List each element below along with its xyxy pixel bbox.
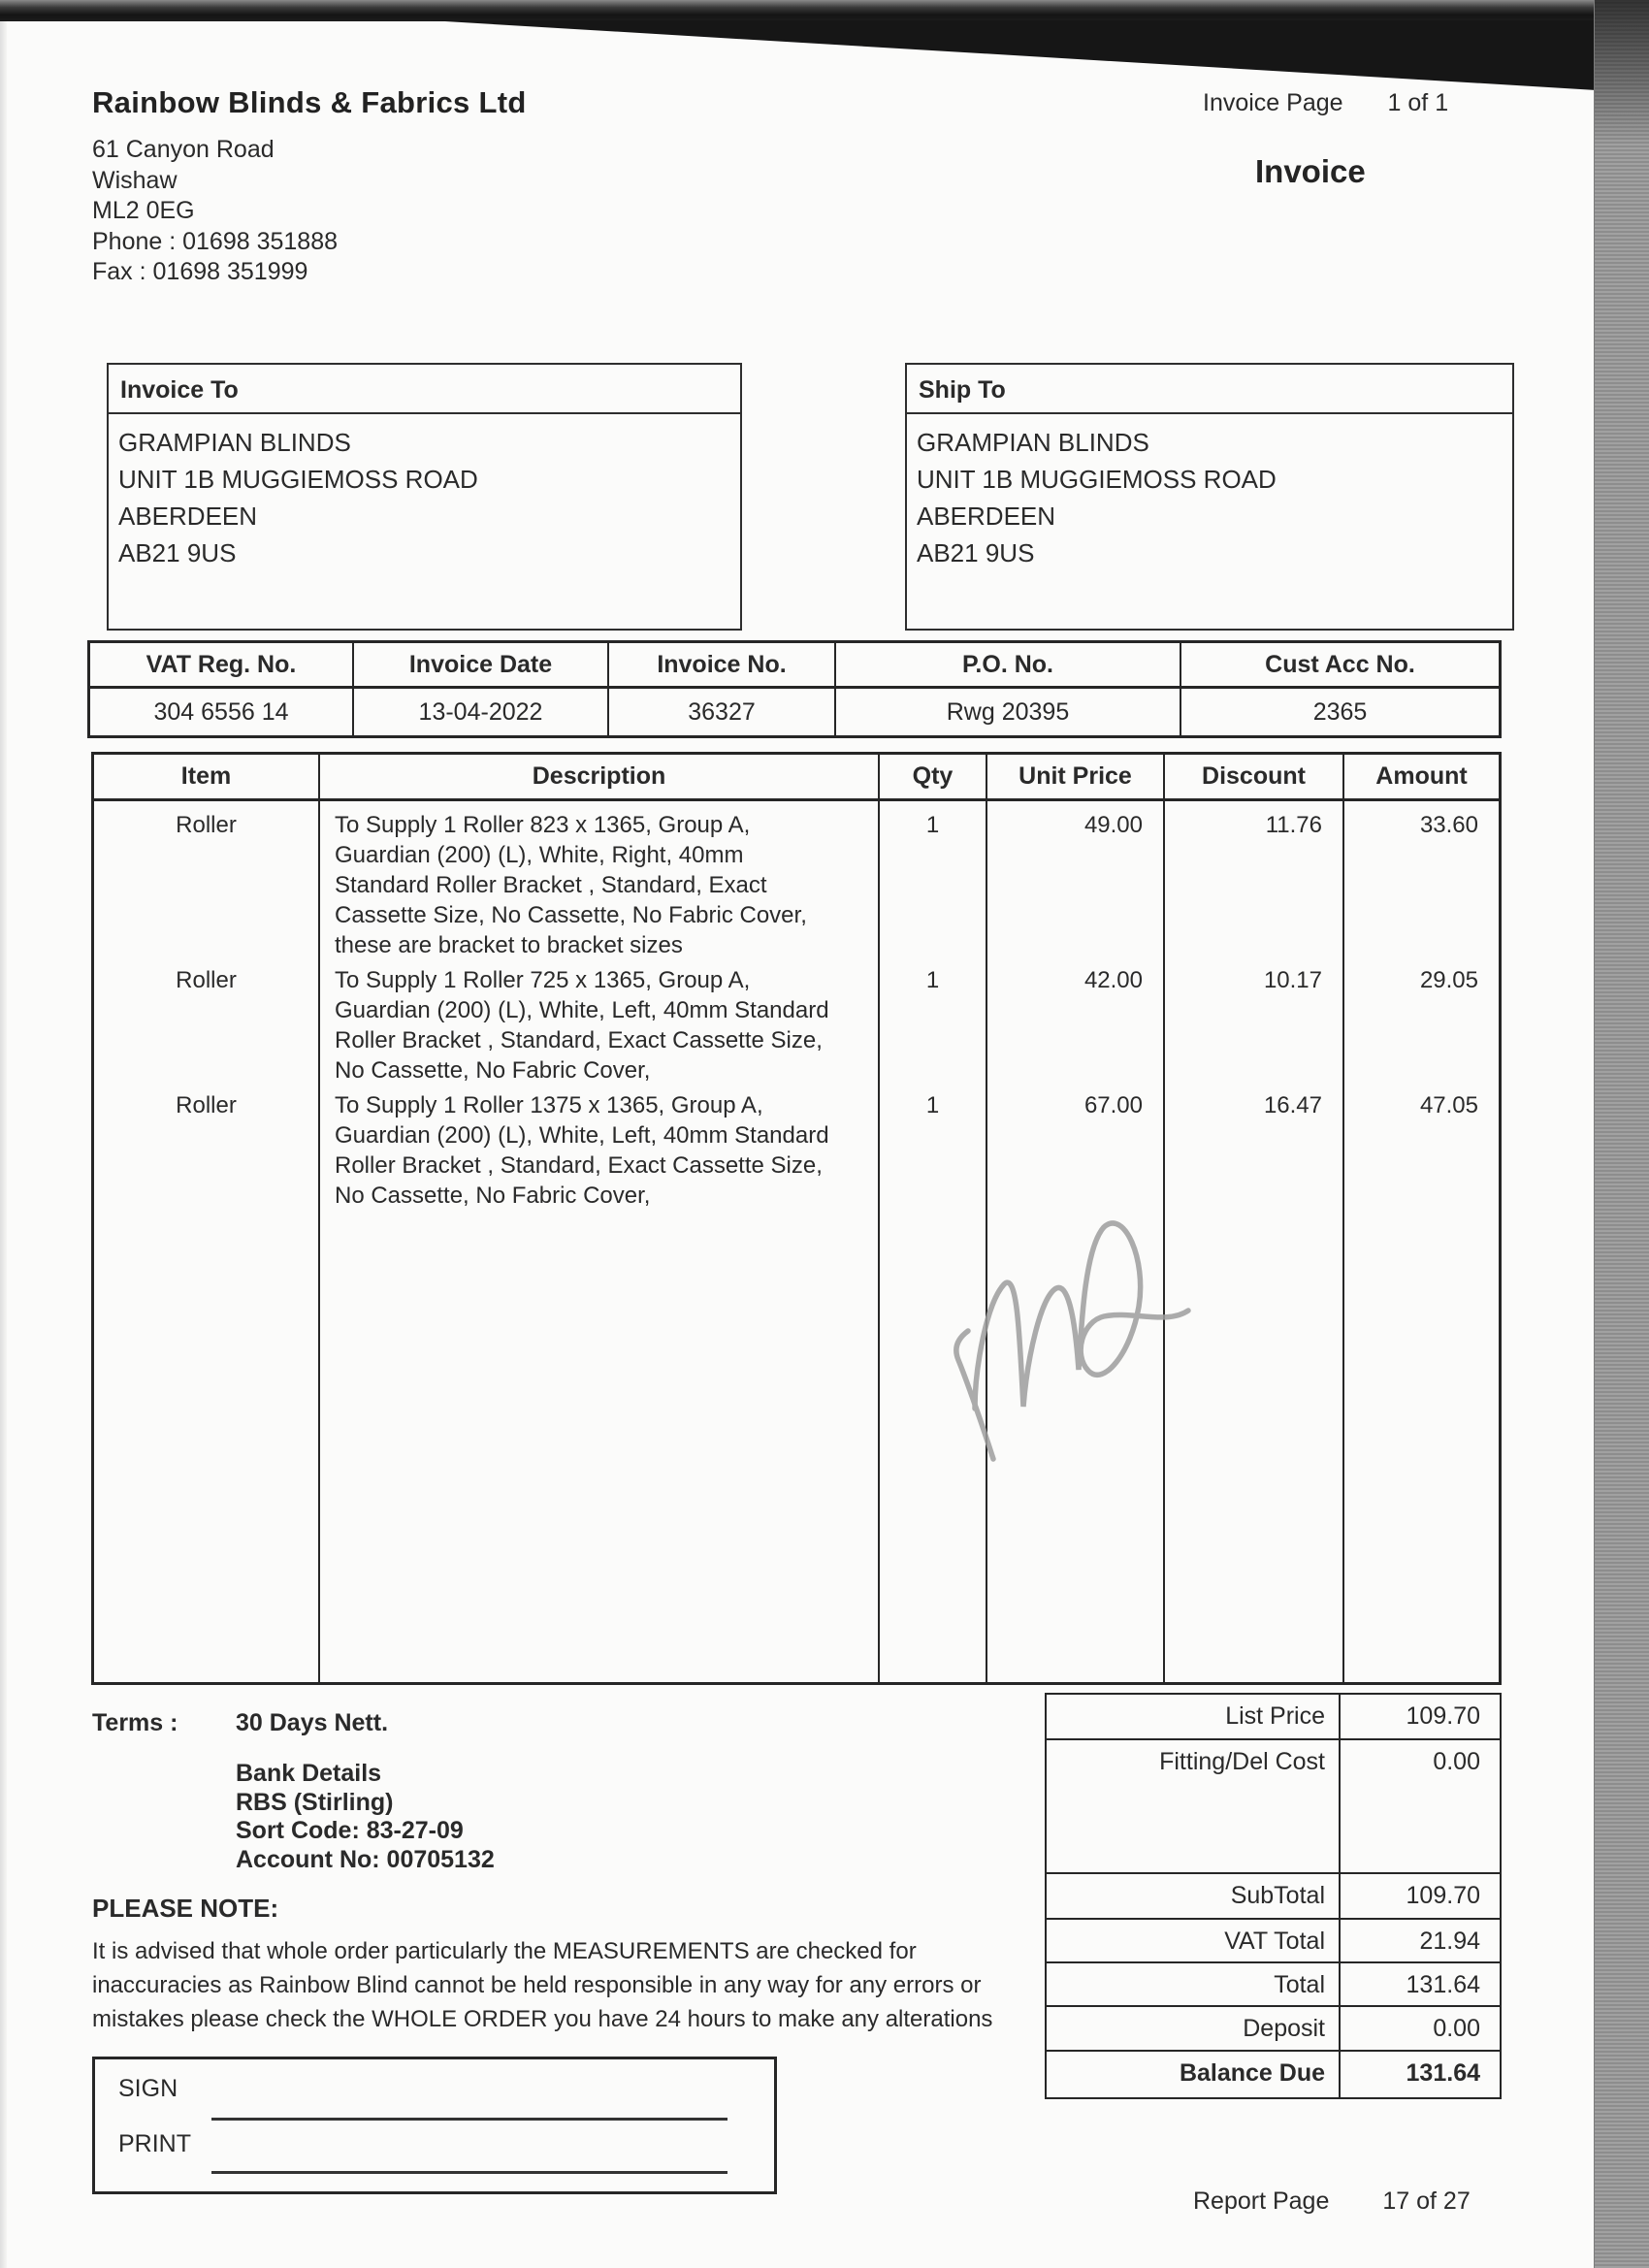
totals-value: 131.64 [1406,1971,1480,1998]
meta-value-cell: 2365 [1312,697,1368,726]
company-name: Rainbow Blinds & Fabrics Ltd [92,85,527,119]
company-phone: Phone : 01698 351888 [92,227,339,255]
description-cell [335,1090,865,1211]
meta-header-cell: Invoice No. [609,643,836,686]
column-item [94,801,320,1682]
unit-price-cell: 42.00 [1083,967,1143,993]
terms-label: Terms : [92,1709,178,1736]
terms-value: 30 Days Nett. [236,1709,389,1736]
invoice-to-line: ABERDEEN [118,502,258,531]
totals-row [1047,1695,1500,1740]
qty-cell: 1 [925,1092,940,1118]
discount-cell: 16.47 [1263,1092,1322,1118]
invoice-to-line: GRAMPIAN BLINDS [118,428,351,457]
note-line: mistakes please check the WHOLE ORDER you have 24 hours to make any alterations [92,2006,993,2032]
amount-cell: 29.05 [1419,967,1478,993]
column-amount [1344,801,1499,1682]
totals-value: 21.94 [1419,1928,1480,1955]
bank-detail-line: Sort Code: 83-27-09 [236,1817,464,1844]
document-title: Invoice [1255,153,1366,189]
amount-cell: 47.05 [1419,1092,1478,1118]
unit-price-cell: 67.00 [1083,1092,1143,1118]
description-cell [335,965,865,1090]
discount-cell: 10.17 [1263,967,1322,993]
scan-right-edge-band [1594,0,1649,2268]
company-address-line: Wishaw [92,166,178,194]
ship-to-line: UNIT 1B MUGGIEMOSS ROAD [917,465,1277,494]
sign-label: SIGN [118,2075,178,2102]
totals-row [1047,1963,1500,2007]
totals-label: List Price [1047,1695,1341,1738]
items-body [94,801,1499,1682]
meta-value-cell: 13-04-2022 [354,689,609,735]
description-line: To Supply 1 Roller 725 x 1365, Group A, [335,967,751,993]
qty-cell: 1 [925,812,940,838]
totals-label: VAT Total [1047,1920,1341,1961]
totals-box [1045,1693,1502,2099]
ship-to-line: ABERDEEN [917,502,1056,531]
description-line: Guardian (200) (L), White, Left, 40mm Standard [335,1122,829,1149]
totals-row [1047,2052,1500,2097]
item-cell: Roller [176,1092,237,1118]
scan-left-edge-strip [0,21,7,2268]
ship-to-line: AB21 9US [917,538,1035,567]
description-line: Guardian (200) (L), White, Right, 40mm [335,842,744,868]
handwritten-signature [946,1215,1203,1472]
items-header-cell: Unit Price [987,755,1165,798]
totals-row [1047,2007,1500,2052]
line-items-table [91,752,1502,1685]
ship-to-address [907,414,1512,581]
description-line: Cassette Size, No Cassette, No Fabric Cover, [335,902,807,928]
ship-to-box [905,363,1514,631]
print-label: PRINT [118,2130,191,2157]
item-cell: Roller [176,967,237,993]
print-line [211,2171,728,2174]
bank-detail-line: Account No: 00705132 [236,1845,495,1873]
invoice-to-box [107,363,742,631]
company-address-line: ML2 0EG [92,197,195,224]
company-fax: Fax : 01698 351999 [92,258,308,285]
sign-line [211,2118,728,2121]
invoice-page-value: 1 of 1 [1387,89,1449,116]
qty-cell: 1 [925,967,940,993]
invoice-meta-table [87,640,1502,738]
company-address-line: 61 Canyon Road [92,136,275,163]
totals-label: Fitting/Del Cost [1047,1740,1341,1872]
items-header-cell: Item [94,755,320,798]
totals-label: SubTotal [1047,1874,1341,1918]
unit-price-cell: 49.00 [1083,812,1143,838]
invoice-to-line: AB21 9US [118,538,237,567]
description-line: Roller Bracket , Standard, Exact Cassette Size, [335,1152,823,1179]
totals-value: 0.00 [1433,2015,1480,2042]
totals-value: 131.64 [1406,2059,1480,2087]
description-line: To Supply 1 Roller 823 x 1365, Group A, [335,812,751,838]
meta-header-row [90,643,1499,689]
totals-value: 109.70 [1406,1702,1480,1730]
items-header-cell: Description [320,755,880,798]
meta-value-cell: 304 6556 14 [90,689,354,735]
meta-header-cell: Cust Acc No. [1265,650,1415,678]
ship-to-title: Ship To [907,365,1512,414]
meta-value-cell: Rwg 20395 [836,689,1181,735]
bank-detail-line: RBS (Stirling) [236,1788,394,1816]
invoice-to-line: UNIT 1B MUGGIEMOSS ROAD [118,465,478,494]
totals-value: 0.00 [1433,1748,1480,1775]
report-page-value: 17 of 27 [1382,2187,1471,2215]
meta-header-cell: P.O. No. [836,643,1181,686]
amount-cell: 33.60 [1419,812,1478,838]
description-line: Roller Bracket , Standard, Exact Cassette Size, [335,1027,823,1053]
meta-value-cell: 36327 [609,689,836,735]
description-line: Guardian (200) (L), White, Left, 40mm Standard [335,997,829,1023]
meta-header-cell: VAT Reg. No. [90,643,354,686]
description-line: To Supply 1 Roller 1375 x 1365, Group A, [335,1092,763,1118]
scan-top-band [0,0,1649,21]
totals-value: 109.70 [1406,1882,1480,1909]
invoice-to-title: Invoice To [109,365,740,414]
ship-to-line: GRAMPIAN BLINDS [917,428,1149,457]
please-note-title: PLEASE NOTE: [92,1894,279,1923]
report-page-indicator [1193,2187,1471,2216]
totals-row [1047,1874,1500,1920]
signature-box [92,2057,777,2194]
description-cell [335,810,865,965]
company-block [92,85,527,288]
items-header-row [94,755,1499,801]
totals-label: Balance Due [1047,2052,1341,2097]
meta-header-cell: Invoice Date [354,643,609,686]
company-address [92,135,527,288]
note-line: inaccuracies as Rainbow Blind cannot be held responsible in any way for any errors or [92,1972,982,1998]
totals-row [1047,1920,1500,1963]
discount-cell: 11.76 [1265,812,1322,838]
meta-value-row [90,689,1499,735]
items-header-cell: Qty [880,755,987,798]
description-line: these are bracket to bracket sizes [335,932,683,958]
measurement-note [92,1934,992,2036]
description-line: Standard Roller Bracket , Standard, Exact [335,872,767,898]
bank-details [236,1760,495,1874]
invoice-to-address [109,414,740,581]
note-line: It is advised that whole order particularly the MEASUREMENTS are checked for [92,1938,917,1964]
items-header-cell: Amount [1375,762,1468,790]
invoice-page-label: Invoice Page [1203,89,1343,116]
invoice-page-indicator [1203,89,1448,117]
report-page-label: Report Page [1193,2187,1330,2215]
totals-row [1047,1740,1500,1874]
description-line: No Cassette, No Fabric Cover, [335,1057,651,1084]
item-cell: Roller [176,812,237,838]
items-header-cell: Discount [1165,755,1344,798]
totals-label: Total [1047,1963,1341,2005]
column-description [320,801,880,1682]
bank-detail-line: Bank Details [236,1760,382,1787]
description-line: No Cassette, No Fabric Cover, [335,1183,651,1209]
totals-label: Deposit [1047,2007,1341,2050]
